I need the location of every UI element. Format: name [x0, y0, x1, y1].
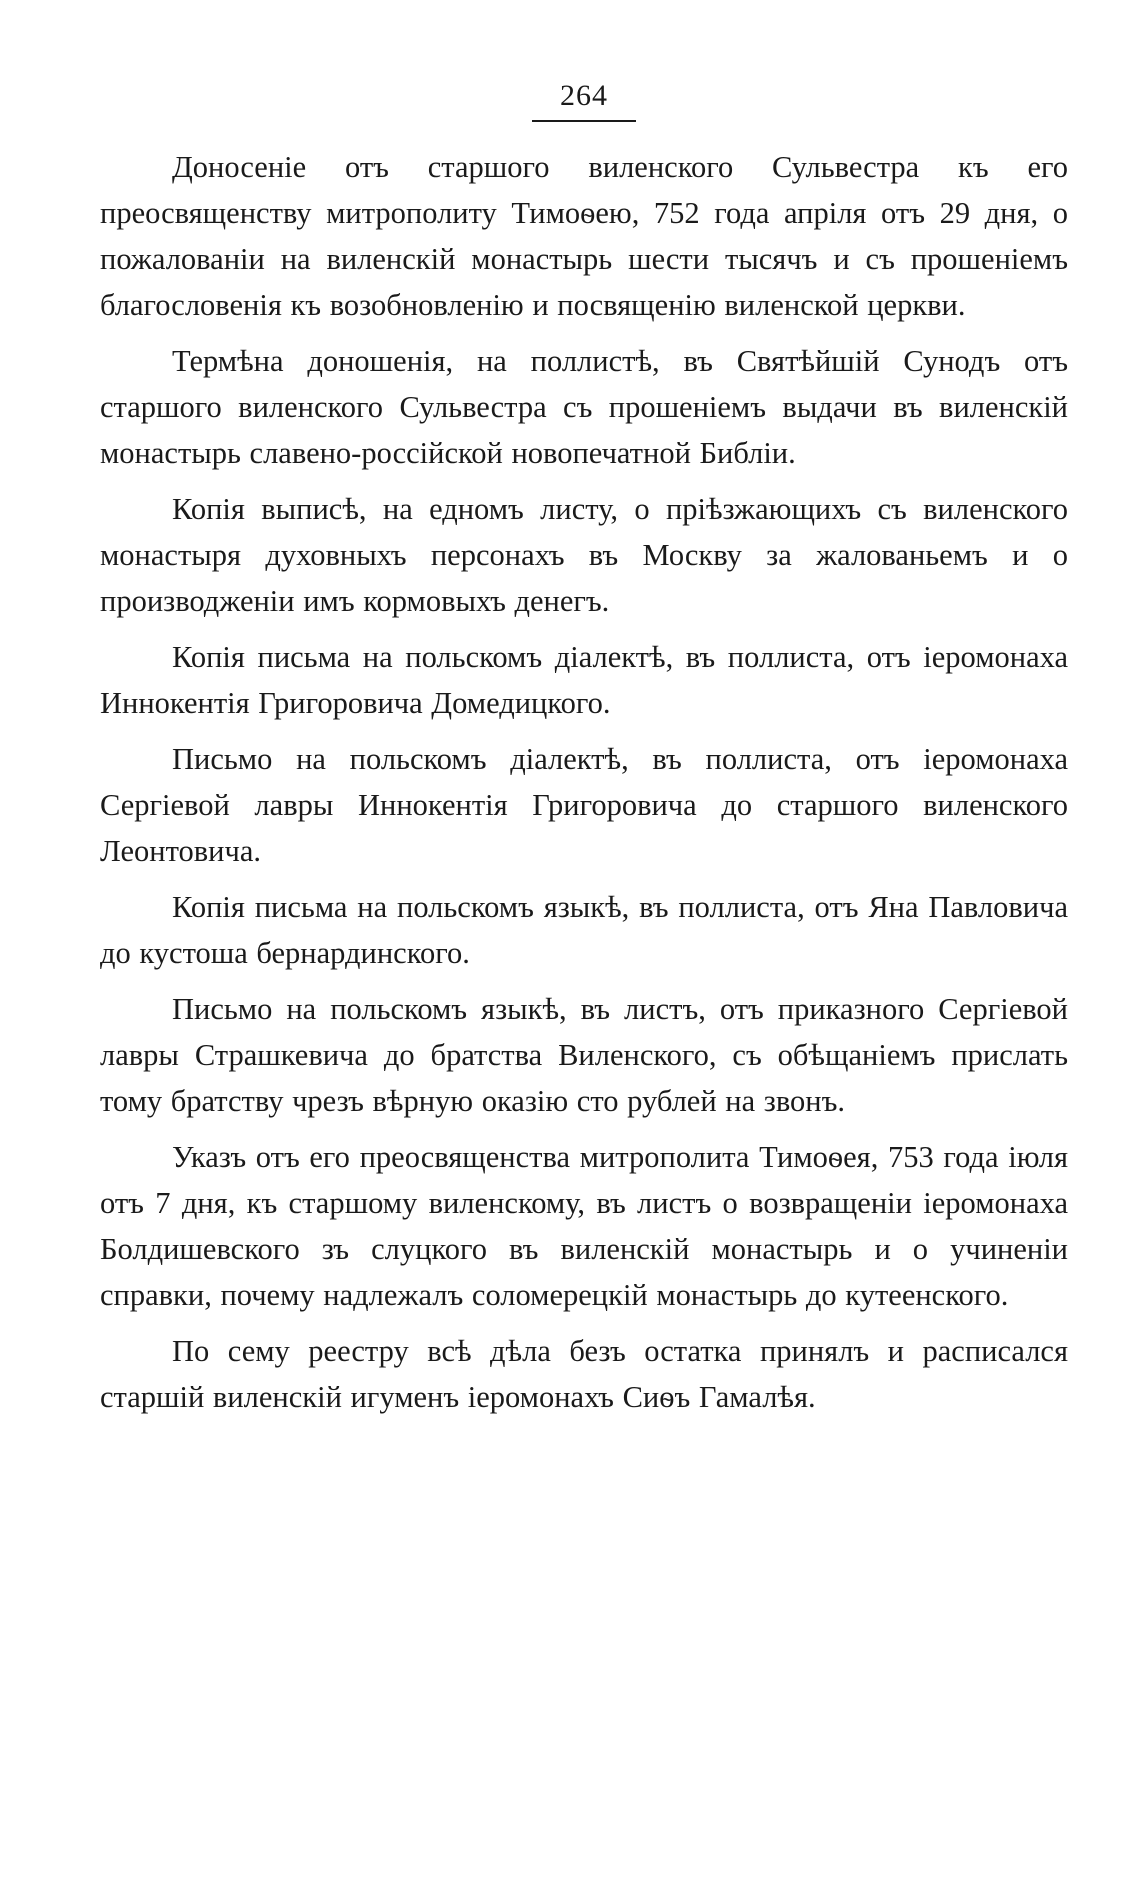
- register-entry: Термѣна доношенiя, на поллистѣ, въ Святѣйшiй Сунодъ отъ старшого виленского Сульвестра съ прошенiемъ выдачи въ виленскiй монастырь славено-россiйской новопечатной Библiи.: [100, 344, 1068, 470]
- register-entry: Доносеніе отъ старшого виленского Сульвестра къ его преосвященству митрополиту Тимоѳею, 752 года апрiля отъ 29 дня, о пожалованiи на виленскiй монастырь шести тысячъ и съ прошенiемъ благословенiя къ возобновленiю и посвященiю виленской церкви.: [100, 150, 1068, 322]
- register-entries: [100, 144, 1068, 1420]
- register-entry-closing: По сему реестру всѣ дѣла безъ остатка принялъ и расписался старшiй виленскiй игуменъ iеромонахъ Сиѳъ Гамалѣя.: [100, 1334, 1068, 1414]
- page-number: 264: [560, 79, 608, 112]
- register-entry: Копiя письма на польскомъ языкѣ, въ поллиста, отъ Яна Павловича до кустоша бернардинского.: [100, 890, 1068, 970]
- register-entry: Копiя письма на польскомъ дiалектѣ, въ поллиста, отъ iеромонаха Иннокентiя Григоровича Домедицкого.: [100, 640, 1068, 720]
- register-entry: Письмо на польскомъ языкѣ, въ листъ, отъ приказного Сергiевой лавры Страшкевича до братства Виленского, съ обѣщанiемъ прислать тому братству чрезъ вѣрную оказiю сто рублей на звонъ.: [100, 992, 1068, 1118]
- page-number-rule: [532, 120, 636, 122]
- register-entry: Копiя выписѣ, на едномъ листу, о прiѣзжающихъ съ виленского монастыря духовныхъ персонахъ въ Москву за жалованьемъ и о производженiи имъ кормовыхъ денегъ.: [100, 492, 1068, 618]
- document-page: [100, 78, 1068, 1430]
- register-entry: Указъ отъ его преосвященства митрополита Тимоѳея, 753 года iюля отъ 7 дня, къ старшому виленскому, въ листъ о возвращенiи iеромонаха Болдишевского зъ слуцкого въ виленскiй монастырь и о учиненiи справки, почему надлежалъ соломерецкiй монастырь до кутеенского.: [100, 1140, 1068, 1312]
- register-entry: Письмо на польскомъ дiалектѣ, въ поллиста, отъ iеромонаха Сергiевой лавры Иннокентiя Григоровича до старшого виленского Леонтовича.: [100, 742, 1068, 868]
